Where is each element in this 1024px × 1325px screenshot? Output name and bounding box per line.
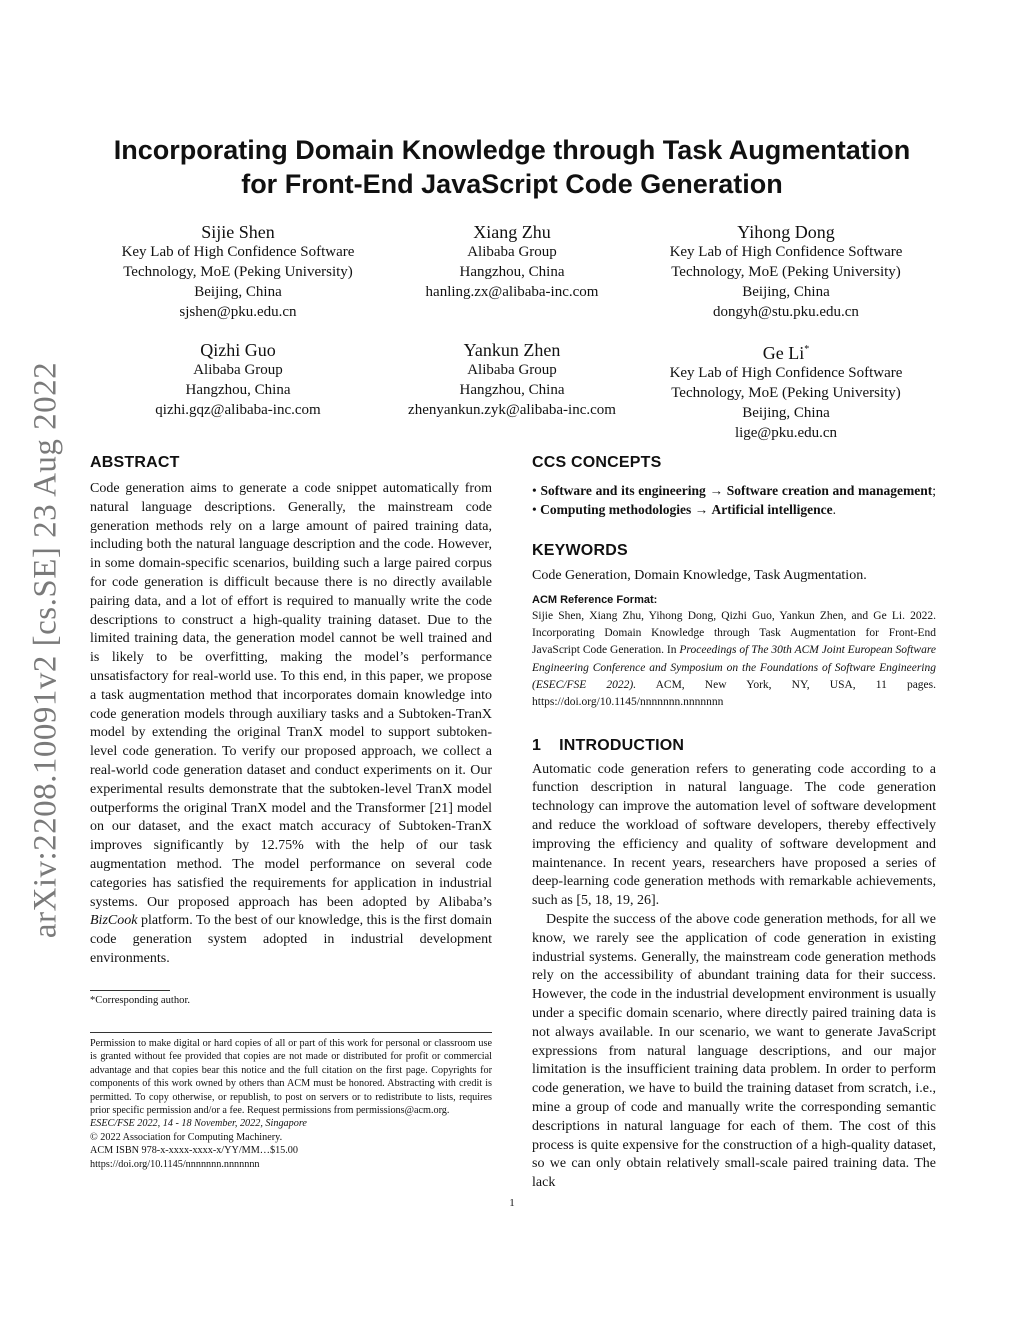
bullet: • [532, 483, 537, 498]
author-name [636, 338, 936, 365]
author-affiliation: Technology, MoE (Peking University) [123, 264, 353, 280]
conference-line [90, 1117, 492, 1130]
author-name: Sijie Shen [201, 222, 275, 242]
ccs-heading: CCS CONCEPTS [532, 454, 662, 471]
footnote: *Corresponding author. [90, 995, 191, 1006]
ccs-term: Computing methodologies [540, 501, 692, 517]
author-location: Hangzhou, China [459, 382, 565, 398]
intro-paragraph-2: Despite the success of the above code generation methods, for all we know, we rarely see the application of code generation in existing industrial systems. Generally, the mainstream code generation methods rely on the accessibility of abundant training data for their success. However, the code in the industrial development environment is usually under a specific domain scenario, where directly paired training data is not always available. In our scenario, we want to generate JavaScript expressions from natural language descriptions, and our major limitation is the insufficient training data problem. In order to perform code generation, we have to build the training dataset from scratch, i.e., mine a group of code and manually write the corresponding semantic descriptions in natural language for each of them. The cost of this process is quite expensive for the construction of a high-quality dataset, so we can only obtain relatively small-scale paired training data. The lack [532, 911, 936, 1191]
author-name-text: Ge Li [762, 343, 805, 363]
keywords-heading: KEYWORDS [532, 542, 628, 559]
author-location: Hangzhou, China [185, 382, 291, 398]
acm-ref-heading: ACM Reference Format: [532, 593, 658, 606]
author-email: lige@pku.edu.cn [734, 425, 838, 441]
author-location: Beijing, China [194, 284, 282, 300]
abstract-platform-name: BizCook [90, 913, 138, 929]
abstract-section [90, 453, 492, 969]
abstract-heading: ABSTRACT [90, 454, 180, 471]
author-block-3 [636, 220, 936, 322]
title-line-1: Incorporating Domain Knowledge through Task Augmentation [113, 135, 911, 165]
author-affiliation: Alibaba Group [467, 244, 557, 260]
author-email: sjshen@pku.edu.cn [179, 304, 297, 320]
author-location: Hangzhou, China [459, 264, 565, 280]
arrow-icon: → [709, 483, 723, 498]
title-line-2: for Front-End JavaScript Code Generation [241, 169, 783, 199]
author-email: qizhi.gqz@alibaba-inc.com [155, 402, 321, 418]
right-column [532, 453, 936, 1193]
acm-ref-text: Sijie Shen, Xiang Zhu, Yihong Dong, Qizhi Guo, Yankun Zhen, and Ge Li. 2022. Incorporating Domain Knowledge through Task Augmentation for Front-End JavaScript Code Generation. In [532, 609, 936, 657]
ccs-term: Software and its engineering [540, 483, 706, 498]
section-number: 1 [532, 736, 542, 754]
author-block-4 [88, 338, 388, 420]
author-name: Yankun Zhen [463, 340, 561, 360]
author-block-5 [362, 338, 662, 420]
acm-reference [532, 608, 936, 712]
separator: ; [932, 483, 937, 498]
corresponding-mark: * [804, 344, 810, 355]
intro-body [532, 761, 936, 1193]
author-affiliation: Alibaba Group [467, 362, 557, 378]
section-title: INTRODUCTION [559, 736, 685, 754]
author-affiliation: Technology, MoE (Peking University) [671, 264, 901, 280]
doi-line: https://doi.org/10.1145/nnnnnnn.nnnnnnn [90, 1158, 260, 1170]
author-block-2 [362, 220, 662, 302]
isbn-line: ACM ISBN 978-x-xxxx-xxxx-x/YY/MM…$15.00 [90, 1145, 298, 1157]
permission-text: Permission to make digital or hard copies of all or part of this work for personal or classroom use is granted without fee provided that copies are not made or distributed for profit or commercial advantage and that copies bear this notice and the full citation on the first page. Copyrights for components of this work owned by others than ACM must be honored. Abstracting with credit is permitted. To copy otherwise, or republish, to post on servers or to redistribute to lists, requires prior specific permission and/or a fee. Request permissions from permissions@acm.org. [90, 1038, 492, 1117]
author-location: Beijing, China [742, 405, 830, 421]
author-name: Qizhi Guo [200, 340, 276, 360]
abstract-body [90, 480, 492, 969]
abstract-text-end: platform. To the best of our knowledge, this is the first domain code generation system adopted in industrial development environments. [90, 913, 492, 966]
author-block-6 [636, 338, 936, 443]
author-email: zhenyankun.zyk@alibaba-inc.com [408, 402, 616, 418]
abstract-text: Code generation aims to generate a code snippet automatically from natural language descriptions. Generally, the mainstream code generation methods rely on a large amount of paired training data, including both the natural language description and the code. However, in some domain-specific scenarios, building such a large paired corpus for code generation is difficult because there is no directly available pairing data, and a lot of effort is required to manually write the code descriptions to construct a high-quality training dataset. Due to the limited training data, the generation model cannot be well trained and is likely to be overfitting, making the model’s performance unsatisfactory for real-world use. To this end, in this paper, we propose a task augmentation method that incorporates domain knowledge into code generation models through auxiliary tasks and a Subtoken-TranX model by extending the original TranX model to support subtoken-level code generation. To verify our proposed approach, we collect a real-world code generation dataset and conduct experiments on it. Our experimental results demonstrate that the subtoken-level TranX model outperforms the original TranX model and the Transformer [21] model on our dataset, and the exact match accuracy of Subtoken-TranX improves significantly by 12.75% with the help of our task augmentation method. The model performance on several code categories has satisfied the requirements for application in industrial systems. Our proposed approach has been adopted by Alibaba’s [90, 481, 492, 910]
acm-ref-text-end: ACM, New York, NY, USA, 11 pages. https://doi.org/10.1145/nnnnnnn.nnnnnnn [532, 678, 937, 709]
author-affiliation: Key Lab of High Confidence Software [121, 244, 355, 260]
author-affiliation: Technology, MoE (Peking University) [671, 385, 901, 401]
author-affiliation: Alibaba Group [193, 362, 283, 378]
intro-paragraph-1: Automatic code generation refers to generating code according to a function description in natural language. The code generation technology can improve the automation level of software development and reduce the workload of software developers, thereby effectively improving the efficiency and quality of software development and maintenance. In recent years, researchers have proposed a series of deep-learning code generation methods with remarkable achievements, such as [5, 18, 19, 26]. [532, 761, 936, 909]
keywords-text: Code Generation, Domain Knowledge, Task Augmentation. [532, 568, 867, 583]
ccs-concepts [532, 482, 936, 519]
conference-text: ESEC/FSE 2022, 14 - 18 November, 2022, Singapore [90, 1118, 307, 1130]
author-email: dongyh@stu.pku.edu.cn [713, 304, 859, 320]
copyright-line: © 2022 Association for Computing Machinery. [90, 1131, 283, 1143]
author-location: Beijing, China [742, 284, 830, 300]
ccs-term: Artificial intelligence [711, 501, 833, 517]
arrow-icon: → [694, 501, 709, 517]
intro-heading [532, 736, 936, 756]
author-block-1 [88, 220, 388, 322]
ccs-term: Software creation and management [726, 483, 933, 498]
author-name: Yihong Dong [737, 222, 835, 242]
author-name: Xiang Zhu [473, 222, 551, 242]
author-affiliation: Key Lab of High Confidence Software [669, 365, 903, 381]
page-number: 1 [509, 1197, 515, 1209]
author-affiliation: Key Lab of High Confidence Software [669, 244, 903, 260]
author-email: hanling.zx@alibaba-inc.com [425, 284, 599, 300]
arxiv-stamp: arXiv:2208.10091v2 [cs.SE] 23 Aug 2022 [27, 361, 64, 939]
footnote-rule [90, 990, 170, 991]
bullet: • [532, 501, 537, 517]
permission-block [90, 1037, 492, 1171]
period: . [832, 501, 836, 517]
permission-rule [90, 1032, 492, 1033]
paper-title [90, 133, 934, 201]
acm-ref-proceedings: Proceedings of The 30th ACM Joint European Software Engineering Conference and Symposium on the Foundations of Software Engineering (ESEC/FSE 2022). [532, 644, 936, 691]
